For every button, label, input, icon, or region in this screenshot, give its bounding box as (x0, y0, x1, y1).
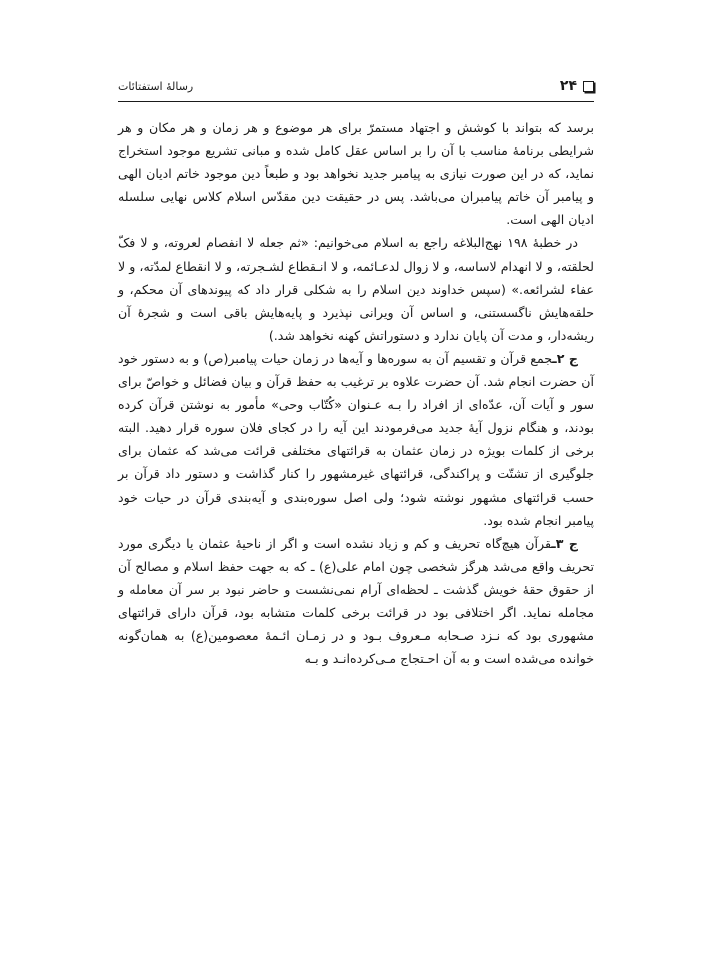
paragraph-4-text: قرآن هیچ‌گاه تحریف و کم و زیاد نشده است و اگر از ناحیهٔ عثمان یا دیگری مورد تحریف واقع می‌شد هرگز شخصی چون امام علی(ع) ـ که به جهت حفظ اسلام و مصالح آن از حقوق حقهٔ خویش گذشت ـ لحظه‌ای آرام نمی‌نشست و حاضر نبود بر سر آن معامله و مجامله نماید. اگر اختلافی بود در قرائت برخی کلمات متشابه بود، قرآن دارای قرائتهای مشهوری بود که نـزد صـحابه مـعروف بـود و در زمـان ائـمهٔ معصومین(ع) به همان‌گونه خوانده می‌شده است و به آن احـتجاج مـی‌کرده‌انـد و بـه (118, 535, 594, 667)
paragraph-1: برسد که بتواند با کوشش و اجتهاد مستمرّ برای هر موضوع و هر زمان و هر مکان و هر شرایطی برنامهٔ مناسب با آن را بر اساس عقل کامل شده و مبانی تشریع موجود استخراج نماید، که در این صورت نیازی به پیامبر جدید نخواهد بود و طبعاً دین موجود خاتم ادیان الهی و پیامبر آن خاتم پیامبران می‌باشد. پس در حقیقت دین مقدّس اسلام کلاس نهایی سلسله ادیان الهی است. (118, 120, 594, 228)
paragraph-2: در خطبهٔ ۱۹۸ نهج‌البلاغه راجع به اسلام می‌خوانیم: «ثم جعله لا انفصام لعروته، و لا فکّ لحلقته، و لا انهدام لاساسه، و لا زوال لدعـائمه، و لا انـقطاع لشـجرته، و لا انقطاع لمدّته، و لا عفاء لشرائعه.» (سپس خداوند دین اسلام را به شکلی قرار داد که پیوندهای آن محکم، و حلقه‌هایش ناگسستنی، و اساس آن ویرانی نپذیرد و پایه‌هایش باقی است و شجرهٔ آن ریشه‌دار، و مدت آن پایان ندارد و دستوراتش کهنه نخواهد شد.) (118, 235, 594, 343)
page-body (118, 116, 594, 670)
header-divider (118, 101, 594, 102)
page-number-block (560, 78, 594, 94)
answer-label-2: ج ۲ـ (552, 350, 578, 366)
paragraph-3-text: جمع قرآن و تقسیم آن به سوره‌ها و آیه‌ها در زمان حیات پیامبر(ص) و به دستور خود آن حضرت انجام شد. آن حضرت علاوه بر ترغیب به حفظ قرآن و بیان فضائل و خواصّ برای سور و آیات آن، عدّه‌ای از افراد را بـه عـنوان «کُتّاب وحی» مأمور به نوشتن قرآن کرده بودند، و هنگام نزول آیهٔ جدید می‌فرمودند این آیه را در کجای فلان سوره قرار دهید. البته برخی از کلمات بویژه در زمان عثمان به قرائتهای مختلفی قرائت می‌شد که عثمان برای جلوگیری از تشتّت و پراکندگی، قرائتهای غیرمشهور را کنار گذاشت و دستور داد قرآن بر حسب قرائتهای مشهور نوشته شود؛ ولی اصل سوره‌بندی و آیه‌بندی قرآن در حیات خود پیامبر انجام شده بود. (118, 350, 594, 528)
paragraph-4 (118, 532, 594, 671)
square-bullet-icon (583, 81, 594, 92)
running-title: رسالهٔ استفتائات (118, 80, 194, 93)
page-header (118, 74, 594, 100)
paragraph-3 (118, 347, 594, 532)
answer-label-3: ج ۳ـ (551, 535, 578, 551)
page-number: ۲۴ (559, 78, 577, 94)
